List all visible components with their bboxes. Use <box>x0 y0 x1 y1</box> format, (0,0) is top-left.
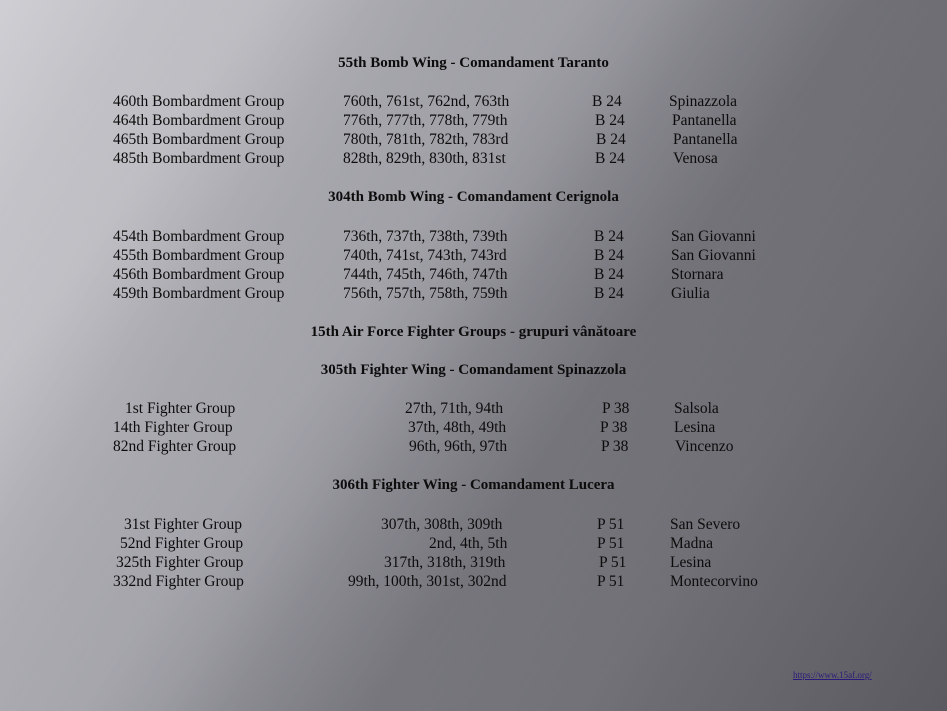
squadrons: 317th, 318th, 319th <box>384 554 506 571</box>
aircraft: P 38 <box>602 400 630 417</box>
base: Lesina <box>670 554 712 571</box>
aircraft: B 24 <box>595 112 625 129</box>
table-row <box>0 285 947 304</box>
aircraft: B 24 <box>595 150 625 167</box>
squadrons: 780th, 781th, 782th, 783rd <box>343 131 509 148</box>
heading-fighter-groups: 15th Air Force Fighter Groups - grupuri vânătoare <box>310 324 637 340</box>
squadrons: 828th, 829th, 830th, 831st <box>343 150 506 167</box>
squadrons: 99th, 100th, 301st, 302nd <box>348 573 507 590</box>
squadrons: 740th, 741st, 743th, 743rd <box>343 247 507 264</box>
squadrons: 760th, 761st, 762nd, 763th <box>343 93 510 110</box>
squadrons: 307th, 308th, 309th <box>381 516 503 533</box>
group-name: 456th Bombardment Group <box>113 266 285 283</box>
group-name: 454th Bombardment Group <box>113 228 285 245</box>
squadrons: 736th, 737th, 738th, 739th <box>343 228 508 245</box>
base: Pantanella <box>672 112 737 129</box>
base: Giulia <box>671 285 710 302</box>
aircraft: P 51 <box>599 554 627 571</box>
group-name: 82nd Fighter Group <box>113 438 237 455</box>
aircraft: B 24 <box>592 93 622 110</box>
aircraft: P 38 <box>600 419 628 436</box>
group-name: 459th Bombardment Group <box>113 285 285 302</box>
base: Spinazzola <box>669 93 738 110</box>
heading-304th-bomb-wing: 304th Bomb Wing - Comandament Cerignola <box>328 189 619 205</box>
heading-55th-bomb-wing: 55th Bomb Wing - Comandament Taranto <box>338 55 609 71</box>
heading-306th-fighter-wing: 306th Fighter Wing - Comandament Lucera <box>332 477 615 493</box>
table-row <box>0 535 947 554</box>
group-name: 465th Bombardment Group <box>113 131 285 148</box>
aircraft: B 24 <box>594 228 624 245</box>
base: Stornara <box>671 266 724 283</box>
base: Vincenzo <box>675 438 734 455</box>
group-name: 1st Fighter Group <box>125 400 236 417</box>
table-row <box>0 150 947 169</box>
group-name: 460th Bombardment Group <box>113 93 285 110</box>
squadrons: 37th, 48th, 49th <box>408 419 507 436</box>
base: Montecorvino <box>670 573 758 590</box>
table-row <box>0 554 947 573</box>
group-name: 464th Bombardment Group <box>113 112 285 129</box>
aircraft: B 24 <box>594 266 624 283</box>
group-name: 485th Bombardment Group <box>113 150 285 167</box>
base: San Giovanni <box>671 247 756 264</box>
squadrons: 756th, 757th, 758th, 759th <box>343 285 508 302</box>
squadrons: 27th, 71th, 94th <box>405 400 504 417</box>
base: Pantanella <box>673 131 738 148</box>
heading-305th-fighter-wing: 305th Fighter Wing - Comandament Spinazzola <box>320 362 627 378</box>
base: San Giovanni <box>671 228 756 245</box>
table-row <box>0 228 947 247</box>
base: San Severo <box>670 516 741 533</box>
base: Venosa <box>673 150 718 167</box>
table-row <box>0 516 947 535</box>
base: Lesina <box>674 419 716 436</box>
aircraft: P 51 <box>597 535 625 552</box>
table-row <box>0 131 947 150</box>
table-row <box>0 266 947 285</box>
table-row <box>0 573 947 592</box>
aircraft: B 24 <box>596 131 626 148</box>
aircraft: B 24 <box>594 247 624 264</box>
source-link[interactable]: https://www.15af.org/ <box>793 670 872 680</box>
group-name: 332nd Fighter Group <box>113 573 244 590</box>
squadrons: 744th, 745th, 746th, 747th <box>343 266 508 283</box>
base: Madna <box>670 535 714 552</box>
group-name: 325th Fighter Group <box>116 554 244 571</box>
table-row <box>0 419 947 438</box>
table-row <box>0 112 947 131</box>
table-row <box>0 93 947 112</box>
aircraft: P 38 <box>601 438 629 455</box>
table-row <box>0 247 947 266</box>
table-row <box>0 438 947 457</box>
group-name: 52nd Fighter Group <box>120 535 244 552</box>
squadrons: 2nd, 4th, 5th <box>429 535 508 552</box>
aircraft: P 51 <box>597 516 625 533</box>
base: Salsola <box>674 400 719 417</box>
group-name: 455th Bombardment Group <box>113 247 285 264</box>
group-name: 31st Fighter Group <box>124 516 242 533</box>
squadrons: 776th, 777th, 778th, 779th <box>343 112 508 129</box>
squadrons: 96th, 96th, 97th <box>409 438 508 455</box>
aircraft: P 51 <box>597 573 625 590</box>
table-row <box>0 400 947 419</box>
aircraft: B 24 <box>594 285 624 302</box>
group-name: 14th Fighter Group <box>113 419 233 436</box>
